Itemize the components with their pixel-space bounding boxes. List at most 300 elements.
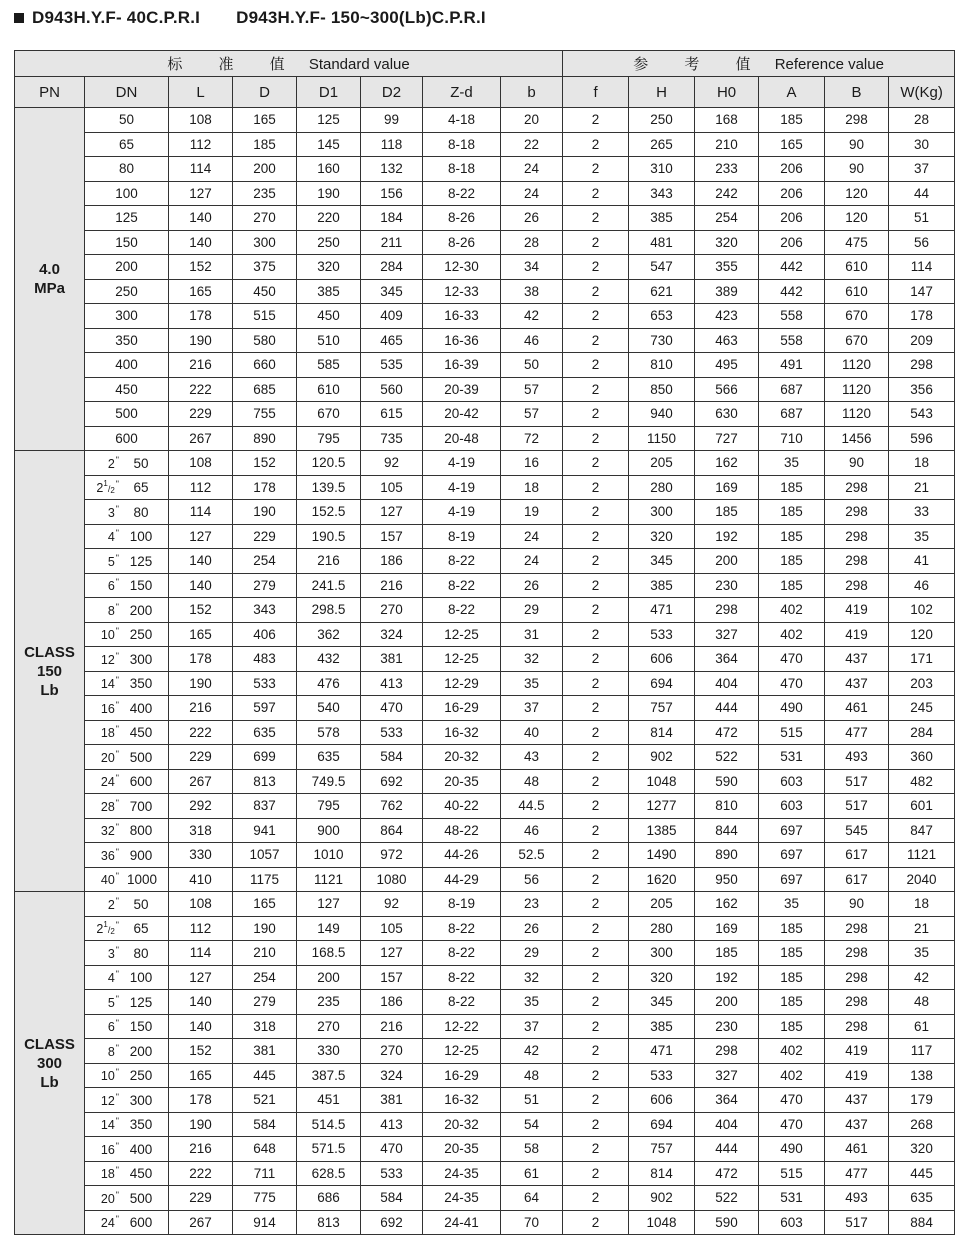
cell-f: 2 bbox=[563, 255, 629, 280]
cell-zd: 4-19 bbox=[423, 500, 501, 525]
cell-w: 21 bbox=[889, 916, 955, 941]
cell-f: 2 bbox=[563, 353, 629, 378]
cell-b: 419 bbox=[825, 1063, 889, 1088]
dn-value: 200 bbox=[129, 1043, 153, 1059]
cell-h0: 404 bbox=[695, 671, 759, 696]
cell-w: 209 bbox=[889, 328, 955, 353]
cell-a: 206 bbox=[759, 181, 825, 206]
cell-b: 298 bbox=[825, 549, 889, 574]
cell-a: 515 bbox=[759, 720, 825, 745]
cell-b: 298 bbox=[825, 475, 889, 500]
cell-b: 56 bbox=[501, 867, 563, 892]
cell-a: 185 bbox=[759, 573, 825, 598]
table-row bbox=[15, 990, 955, 1015]
cell-l: 152 bbox=[169, 255, 233, 280]
cell-w: 35 bbox=[889, 941, 955, 966]
cell-w: 51 bbox=[889, 206, 955, 231]
cell-h0: 355 bbox=[695, 255, 759, 280]
reference-value-en: Reference value bbox=[774, 56, 884, 73]
cell-f: 2 bbox=[563, 965, 629, 990]
cell-b: 477 bbox=[825, 1161, 889, 1186]
pn-label: 4.0 bbox=[39, 261, 60, 278]
cell-w: 147 bbox=[889, 279, 955, 304]
cell-h0: 233 bbox=[695, 157, 759, 182]
dn-value: 150 bbox=[115, 234, 138, 250]
cell-h0: 890 bbox=[695, 843, 759, 868]
cell-h: 385 bbox=[629, 206, 695, 231]
cell-zd: 16-36 bbox=[423, 328, 501, 353]
table-row bbox=[15, 1063, 955, 1088]
cell-zd: 8-26 bbox=[423, 230, 501, 255]
cell-b: 90 bbox=[825, 451, 889, 476]
cell-d2: 381 bbox=[361, 647, 423, 672]
table-row bbox=[15, 181, 955, 206]
cell-f: 2 bbox=[563, 304, 629, 329]
cell-b: 70 bbox=[501, 1210, 563, 1235]
cell-h: 1277 bbox=[629, 794, 695, 819]
dn-cell bbox=[85, 892, 169, 917]
inch-size: 14" bbox=[100, 1116, 119, 1133]
cell-h: 310 bbox=[629, 157, 695, 182]
cell-zd: 8-22 bbox=[423, 181, 501, 206]
cell-d: 300 bbox=[233, 230, 297, 255]
cell-f: 2 bbox=[563, 230, 629, 255]
cell-h0: 327 bbox=[695, 622, 759, 647]
cell-l: 178 bbox=[169, 647, 233, 672]
cell-h: 250 bbox=[629, 108, 695, 133]
inch-size: 12" bbox=[100, 650, 119, 667]
cell-d1: 298.5 bbox=[297, 598, 361, 623]
column-header-b: b bbox=[501, 77, 563, 108]
cell-w: 543 bbox=[889, 402, 955, 427]
cell-d2: 105 bbox=[361, 916, 423, 941]
cell-d1: 190.5 bbox=[297, 524, 361, 549]
cell-d: 254 bbox=[233, 965, 297, 990]
cell-l: 114 bbox=[169, 500, 233, 525]
cell-d1: 149 bbox=[297, 916, 361, 941]
cell-d: 375 bbox=[233, 255, 297, 280]
cell-b: 72 bbox=[501, 426, 563, 451]
dn-value: 400 bbox=[129, 1141, 153, 1157]
cell-h0: 320 bbox=[695, 230, 759, 255]
cell-h: 757 bbox=[629, 696, 695, 721]
dn-value: 350 bbox=[115, 332, 138, 348]
dn-cell bbox=[85, 402, 169, 427]
cell-zd: 16-32 bbox=[423, 1088, 501, 1113]
cell-zd: 20-48 bbox=[423, 426, 501, 451]
cell-w: 482 bbox=[889, 769, 955, 794]
cell-h0: 423 bbox=[695, 304, 759, 329]
cell-l: 229 bbox=[169, 745, 233, 770]
dn-value: 300 bbox=[129, 1092, 153, 1108]
cell-b: 26 bbox=[501, 916, 563, 941]
cell-h0: 210 bbox=[695, 132, 759, 157]
spec-table-body bbox=[15, 108, 955, 1235]
dn-value: 700 bbox=[129, 798, 153, 814]
cell-d2: 132 bbox=[361, 157, 423, 182]
dn-value: 600 bbox=[129, 1215, 153, 1231]
cell-h0: 495 bbox=[695, 353, 759, 378]
dn-value: 600 bbox=[115, 430, 138, 446]
cell-f: 2 bbox=[563, 843, 629, 868]
cell-a: 490 bbox=[759, 1137, 825, 1162]
cell-d1: 220 bbox=[297, 206, 361, 231]
cell-d: 890 bbox=[233, 426, 297, 451]
cell-h: 280 bbox=[629, 916, 695, 941]
cell-b: 38 bbox=[501, 279, 563, 304]
cell-d: 279 bbox=[233, 573, 297, 598]
cell-d: 533 bbox=[233, 671, 297, 696]
cell-d2: 216 bbox=[361, 573, 423, 598]
cell-d2: 105 bbox=[361, 475, 423, 500]
cell-h: 345 bbox=[629, 549, 695, 574]
table-row bbox=[15, 1112, 955, 1137]
cell-d: 445 bbox=[233, 1063, 297, 1088]
cell-f: 2 bbox=[563, 426, 629, 451]
cell-a: 206 bbox=[759, 157, 825, 182]
dn-value: 900 bbox=[129, 847, 153, 863]
table-row bbox=[15, 1039, 955, 1064]
cell-zd: 24-35 bbox=[423, 1186, 501, 1211]
cell-d2: 615 bbox=[361, 402, 423, 427]
pn-label: 150 bbox=[36, 662, 63, 680]
cell-a: 185 bbox=[759, 990, 825, 1015]
cell-zd: 20-32 bbox=[423, 745, 501, 770]
inch-size: 18" bbox=[100, 1165, 119, 1182]
cell-b: 461 bbox=[825, 696, 889, 721]
cell-d: 279 bbox=[233, 990, 297, 1015]
cell-a: 442 bbox=[759, 255, 825, 280]
cell-l: 190 bbox=[169, 1112, 233, 1137]
table-row bbox=[15, 1161, 955, 1186]
cell-h: 1490 bbox=[629, 843, 695, 868]
cell-a: 687 bbox=[759, 402, 825, 427]
cell-a: 185 bbox=[759, 475, 825, 500]
cell-w: 41 bbox=[889, 549, 955, 574]
table-row bbox=[15, 230, 955, 255]
dn-cell bbox=[85, 965, 169, 990]
cell-f: 2 bbox=[563, 132, 629, 157]
cell-h: 481 bbox=[629, 230, 695, 255]
inch-size: 2" bbox=[107, 454, 119, 471]
column-header-h: H bbox=[629, 77, 695, 108]
cell-b: 437 bbox=[825, 1112, 889, 1137]
table-row bbox=[15, 451, 955, 476]
cell-d1: 216 bbox=[297, 549, 361, 574]
cell-a: 402 bbox=[759, 1039, 825, 1064]
cell-b: 57 bbox=[501, 402, 563, 427]
cell-d: 343 bbox=[233, 598, 297, 623]
inch-size: 6" bbox=[107, 577, 119, 594]
inch-size: 24" bbox=[100, 1214, 119, 1231]
dn-value: 200 bbox=[115, 259, 138, 275]
dn-value: 125 bbox=[129, 553, 153, 569]
dn-cell bbox=[85, 818, 169, 843]
dn-value: 65 bbox=[133, 921, 149, 937]
cell-b: 46 bbox=[501, 328, 563, 353]
cell-f: 2 bbox=[563, 696, 629, 721]
cell-zd: 16-29 bbox=[423, 696, 501, 721]
inch-size: 4" bbox=[107, 969, 119, 986]
cell-a: 491 bbox=[759, 353, 825, 378]
column-header-a: A bbox=[759, 77, 825, 108]
table-row bbox=[15, 573, 955, 598]
dn-value: 350 bbox=[129, 1117, 153, 1133]
cell-d1: 270 bbox=[297, 1014, 361, 1039]
cell-zd: 12-30 bbox=[423, 255, 501, 280]
cell-d2: 465 bbox=[361, 328, 423, 353]
cell-d2: 584 bbox=[361, 745, 423, 770]
cell-h: 850 bbox=[629, 377, 695, 402]
inch-size: 16" bbox=[100, 1140, 119, 1157]
cell-w: 601 bbox=[889, 794, 955, 819]
cell-w: 884 bbox=[889, 1210, 955, 1235]
cell-w: 320 bbox=[889, 1137, 955, 1162]
pn-cell bbox=[15, 451, 85, 892]
table-row bbox=[15, 353, 955, 378]
inch-size: $2^1/2^"$ bbox=[96, 479, 119, 496]
dn-value: 400 bbox=[129, 700, 153, 716]
cell-zd: 8-22 bbox=[423, 965, 501, 990]
cell-d1: 125 bbox=[297, 108, 361, 133]
cell-b: 1456 bbox=[825, 426, 889, 451]
cell-b: 58 bbox=[501, 1137, 563, 1162]
cell-b: 298 bbox=[825, 990, 889, 1015]
cell-h0: 522 bbox=[695, 1186, 759, 1211]
cell-b: 43 bbox=[501, 745, 563, 770]
dn-value: 50 bbox=[133, 896, 149, 912]
cell-d2: 864 bbox=[361, 818, 423, 843]
dn-value: 450 bbox=[129, 1166, 153, 1182]
cell-d1: 200 bbox=[297, 965, 361, 990]
dn-cell bbox=[85, 990, 169, 1015]
cell-w: 1121 bbox=[889, 843, 955, 868]
cell-d1: 450 bbox=[297, 304, 361, 329]
cell-b: 42 bbox=[501, 1039, 563, 1064]
dn-cell bbox=[85, 279, 169, 304]
cell-b: 120 bbox=[825, 206, 889, 231]
cell-w: 203 bbox=[889, 671, 955, 696]
cell-h0: 168 bbox=[695, 108, 759, 133]
cell-b: 32 bbox=[501, 647, 563, 672]
cell-h: 300 bbox=[629, 941, 695, 966]
column-header-dn: DN bbox=[85, 77, 169, 108]
cell-h: 940 bbox=[629, 402, 695, 427]
cell-l: 190 bbox=[169, 328, 233, 353]
cell-a: 185 bbox=[759, 500, 825, 525]
dn-value: 125 bbox=[129, 994, 153, 1010]
cell-w: 18 bbox=[889, 451, 955, 476]
cell-h0: 844 bbox=[695, 818, 759, 843]
cell-d: 483 bbox=[233, 647, 297, 672]
cell-b: 46 bbox=[501, 818, 563, 843]
cell-a: 442 bbox=[759, 279, 825, 304]
cell-d2: 535 bbox=[361, 353, 423, 378]
pn-label: 300 bbox=[36, 1054, 63, 1072]
cell-d: 699 bbox=[233, 745, 297, 770]
cell-w: 33 bbox=[889, 500, 955, 525]
cell-d: 235 bbox=[233, 181, 297, 206]
cell-h0: 404 bbox=[695, 1112, 759, 1137]
cell-a: 206 bbox=[759, 230, 825, 255]
cell-b: 1120 bbox=[825, 377, 889, 402]
cell-d1: 514.5 bbox=[297, 1112, 361, 1137]
cell-d: 450 bbox=[233, 279, 297, 304]
cell-h: 653 bbox=[629, 304, 695, 329]
cell-d1: 540 bbox=[297, 696, 361, 721]
cell-b: 610 bbox=[825, 255, 889, 280]
cell-w: 245 bbox=[889, 696, 955, 721]
cell-f: 2 bbox=[563, 745, 629, 770]
cell-zd: 12-25 bbox=[423, 1039, 501, 1064]
column-header-z-d: Z-d bbox=[423, 77, 501, 108]
cell-f: 2 bbox=[563, 671, 629, 696]
cell-l: 108 bbox=[169, 892, 233, 917]
cell-zd: 16-39 bbox=[423, 353, 501, 378]
dn-value: 200 bbox=[129, 602, 153, 618]
table-row bbox=[15, 279, 955, 304]
cell-b: 298 bbox=[825, 916, 889, 941]
cell-d1: 387.5 bbox=[297, 1063, 361, 1088]
dn-cell bbox=[85, 1210, 169, 1235]
dn-value: 300 bbox=[129, 651, 153, 667]
table-row bbox=[15, 720, 955, 745]
inch-size: 28" bbox=[100, 797, 119, 814]
cell-h0: 590 bbox=[695, 1210, 759, 1235]
cell-d: 229 bbox=[233, 524, 297, 549]
cell-b: 120 bbox=[825, 181, 889, 206]
cell-l: 152 bbox=[169, 598, 233, 623]
cell-w: 596 bbox=[889, 426, 955, 451]
standard-value-en: Standard value bbox=[308, 56, 410, 73]
dn-cell bbox=[85, 451, 169, 476]
cell-f: 2 bbox=[563, 1210, 629, 1235]
cell-b: 90 bbox=[825, 892, 889, 917]
cell-d2: 413 bbox=[361, 671, 423, 696]
cell-w: 21 bbox=[889, 475, 955, 500]
table-row bbox=[15, 916, 955, 941]
dn-cell bbox=[85, 1014, 169, 1039]
cell-zd: 8-22 bbox=[423, 573, 501, 598]
dn-cell bbox=[85, 941, 169, 966]
cell-h0: 522 bbox=[695, 745, 759, 770]
cell-a: 185 bbox=[759, 1014, 825, 1039]
cell-h: 300 bbox=[629, 500, 695, 525]
cell-w: 61 bbox=[889, 1014, 955, 1039]
cell-b: 1120 bbox=[825, 402, 889, 427]
cell-d: 580 bbox=[233, 328, 297, 353]
dn-value: 250 bbox=[115, 283, 138, 299]
dn-value: 450 bbox=[129, 725, 153, 741]
pn-label: CLASS bbox=[24, 1035, 75, 1053]
cell-d2: 692 bbox=[361, 769, 423, 794]
cell-b: 48 bbox=[501, 769, 563, 794]
table-row bbox=[15, 206, 955, 231]
cell-a: 185 bbox=[759, 524, 825, 549]
cell-b: 493 bbox=[825, 745, 889, 770]
inch-size: 12" bbox=[100, 1091, 119, 1108]
dn-cell bbox=[85, 255, 169, 280]
cell-h0: 230 bbox=[695, 1014, 759, 1039]
cell-f: 2 bbox=[563, 377, 629, 402]
cell-b: 44.5 bbox=[501, 794, 563, 819]
cell-h: 385 bbox=[629, 573, 695, 598]
cell-zd: 8-22 bbox=[423, 598, 501, 623]
cell-l: 114 bbox=[169, 157, 233, 182]
cell-b: 48 bbox=[501, 1063, 563, 1088]
cell-b: 42 bbox=[501, 304, 563, 329]
cell-d2: 186 bbox=[361, 990, 423, 1015]
cell-a: 558 bbox=[759, 304, 825, 329]
dn-value: 250 bbox=[129, 1068, 153, 1084]
cell-a: 490 bbox=[759, 696, 825, 721]
cell-zd: 20-35 bbox=[423, 769, 501, 794]
cell-h: 606 bbox=[629, 1088, 695, 1113]
cell-l: 152 bbox=[169, 1039, 233, 1064]
dn-cell bbox=[85, 794, 169, 819]
cell-l: 112 bbox=[169, 132, 233, 157]
cell-b: 52.5 bbox=[501, 843, 563, 868]
cell-b: 670 bbox=[825, 304, 889, 329]
cell-h: 757 bbox=[629, 1137, 695, 1162]
cell-a: 697 bbox=[759, 818, 825, 843]
table-row bbox=[15, 622, 955, 647]
dn-value: 100 bbox=[129, 529, 153, 545]
cell-d1: 168.5 bbox=[297, 941, 361, 966]
cell-d: 837 bbox=[233, 794, 297, 819]
cell-l: 267 bbox=[169, 426, 233, 451]
cell-d: 381 bbox=[233, 1039, 297, 1064]
cell-a: 35 bbox=[759, 892, 825, 917]
dn-value: 65 bbox=[118, 136, 135, 152]
table-row bbox=[15, 1014, 955, 1039]
cell-zd: 44-29 bbox=[423, 867, 501, 892]
cell-h0: 298 bbox=[695, 1039, 759, 1064]
cell-h: 265 bbox=[629, 132, 695, 157]
cell-d1: 585 bbox=[297, 353, 361, 378]
dn-cell bbox=[85, 720, 169, 745]
cell-b: 37 bbox=[501, 696, 563, 721]
cell-h: 205 bbox=[629, 451, 695, 476]
cell-l: 178 bbox=[169, 1088, 233, 1113]
cell-b: 26 bbox=[501, 206, 563, 231]
cell-f: 2 bbox=[563, 279, 629, 304]
document-title bbox=[14, 6, 486, 30]
dn-value: 100 bbox=[129, 970, 153, 986]
cell-d1: 241.5 bbox=[297, 573, 361, 598]
cell-d1: 250 bbox=[297, 230, 361, 255]
cell-l: 140 bbox=[169, 990, 233, 1015]
square-bullet-icon bbox=[14, 13, 24, 23]
cell-d1: 330 bbox=[297, 1039, 361, 1064]
cell-d2: 470 bbox=[361, 696, 423, 721]
reference-value-cn: 参 考 值 bbox=[633, 56, 767, 73]
cell-b: 31 bbox=[501, 622, 563, 647]
table-row bbox=[15, 892, 955, 917]
cell-w: 445 bbox=[889, 1161, 955, 1186]
pn-label: Lb bbox=[40, 1073, 59, 1091]
cell-w: 298 bbox=[889, 353, 955, 378]
cell-w: 284 bbox=[889, 720, 955, 745]
cell-w: 42 bbox=[889, 965, 955, 990]
table-row bbox=[15, 867, 955, 892]
dn-cell bbox=[85, 304, 169, 329]
cell-h0: 630 bbox=[695, 402, 759, 427]
inch-size: 24" bbox=[100, 773, 119, 790]
dn-cell bbox=[85, 108, 169, 133]
cell-l: 112 bbox=[169, 916, 233, 941]
cell-l: 190 bbox=[169, 671, 233, 696]
